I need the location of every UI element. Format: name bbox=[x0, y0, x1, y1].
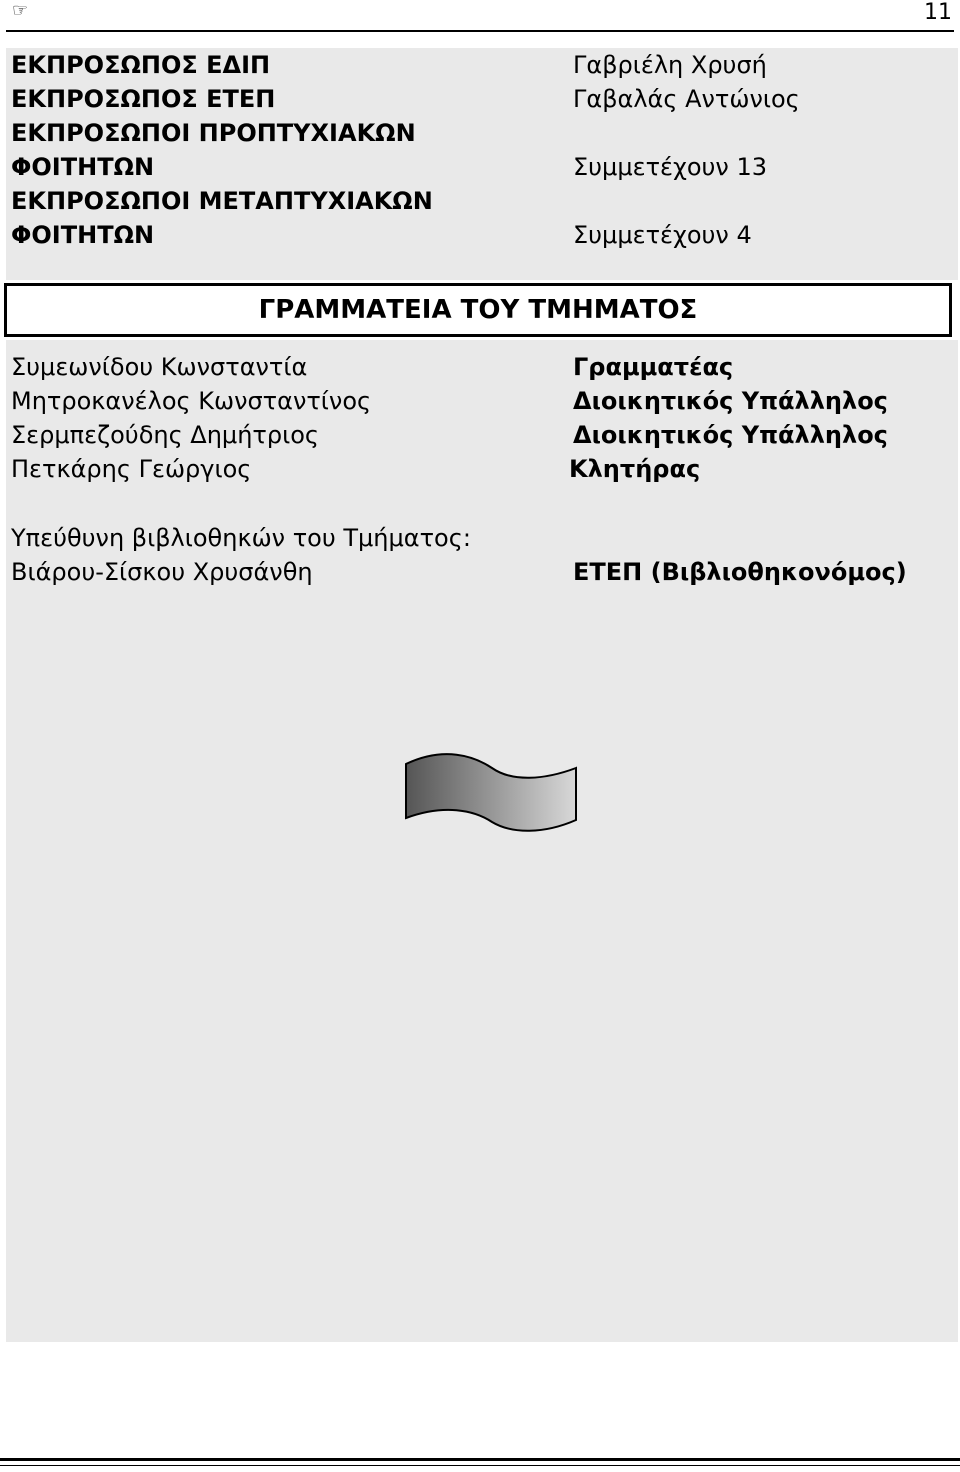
page-number: 11 bbox=[924, 0, 952, 25]
library-label: Υπεύθυνη βιβλιοθηκών του Τμήματος: bbox=[11, 524, 471, 552]
undergrad-label-cont: ΦΟΙΤΗΤΩΝ bbox=[11, 153, 155, 181]
blank-area-background bbox=[6, 630, 958, 1342]
library-name: Βιάρου-Σίσκου Χρυσάνθη bbox=[11, 558, 313, 586]
staff-role: Διοικητικός Υπάλληλος bbox=[573, 387, 888, 415]
staff-role: Γραμματέας bbox=[573, 353, 734, 381]
staff-role: Κλητήρας bbox=[569, 455, 701, 483]
staff-role: Διοικητικός Υπάλληλος bbox=[573, 421, 888, 449]
wave-ribbon-icon bbox=[404, 752, 580, 834]
staff-name: Πετκάρης Γεώργιος bbox=[11, 455, 252, 483]
library-role: ΕΤΕΠ (Βιβλιοθηκονόμος) bbox=[573, 558, 907, 586]
etep-label: ΕΚΠΡΟΣΩΠΟΣ ΕΤΕΠ bbox=[11, 85, 276, 113]
staff-name: Σερμπεζούδης Δημήτριος bbox=[11, 421, 319, 449]
postgrad-label-cont: ΦΟΙΤΗΤΩΝ bbox=[11, 221, 155, 249]
undergrad-label: ΕΚΠΡΟΣΩΠΟΙ ΠΡΟΠΤΥΧΙΑΚΩΝ bbox=[11, 119, 416, 147]
staff-name: Μητροκανέλος Κωνσταντίνος bbox=[11, 387, 372, 415]
staff-name: Συμεωνίδου Κωνσταντία bbox=[11, 353, 308, 381]
pointing-hand-icon: ☞ bbox=[12, 0, 29, 21]
secretariat-title-box bbox=[4, 283, 952, 337]
edip-label: ΕΚΠΡΟΣΩΠΟΣ ΕΔΙΠ bbox=[11, 51, 271, 79]
header-rule bbox=[6, 30, 954, 32]
undergrad-value: Συμμετέχουν 13 bbox=[573, 153, 767, 181]
etep-value: Γαβαλάς Αντώνιος bbox=[573, 85, 800, 113]
secretariat-title: ΓΡΑΜΜΑΤΕΙΑ ΤΟΥ ΤΜΗΜΑΤΟΣ bbox=[258, 295, 698, 325]
edip-value: Γαβριέλη Χρυσή bbox=[573, 51, 767, 79]
footer-rule-thin bbox=[0, 1465, 960, 1466]
postgrad-value: Συμμετέχουν 4 bbox=[573, 221, 752, 249]
footer-rule bbox=[0, 1458, 960, 1461]
postgrad-label: ΕΚΠΡΟΣΩΠΟΙ ΜΕΤΑΠΤΥΧΙΑΚΩΝ bbox=[11, 187, 433, 215]
